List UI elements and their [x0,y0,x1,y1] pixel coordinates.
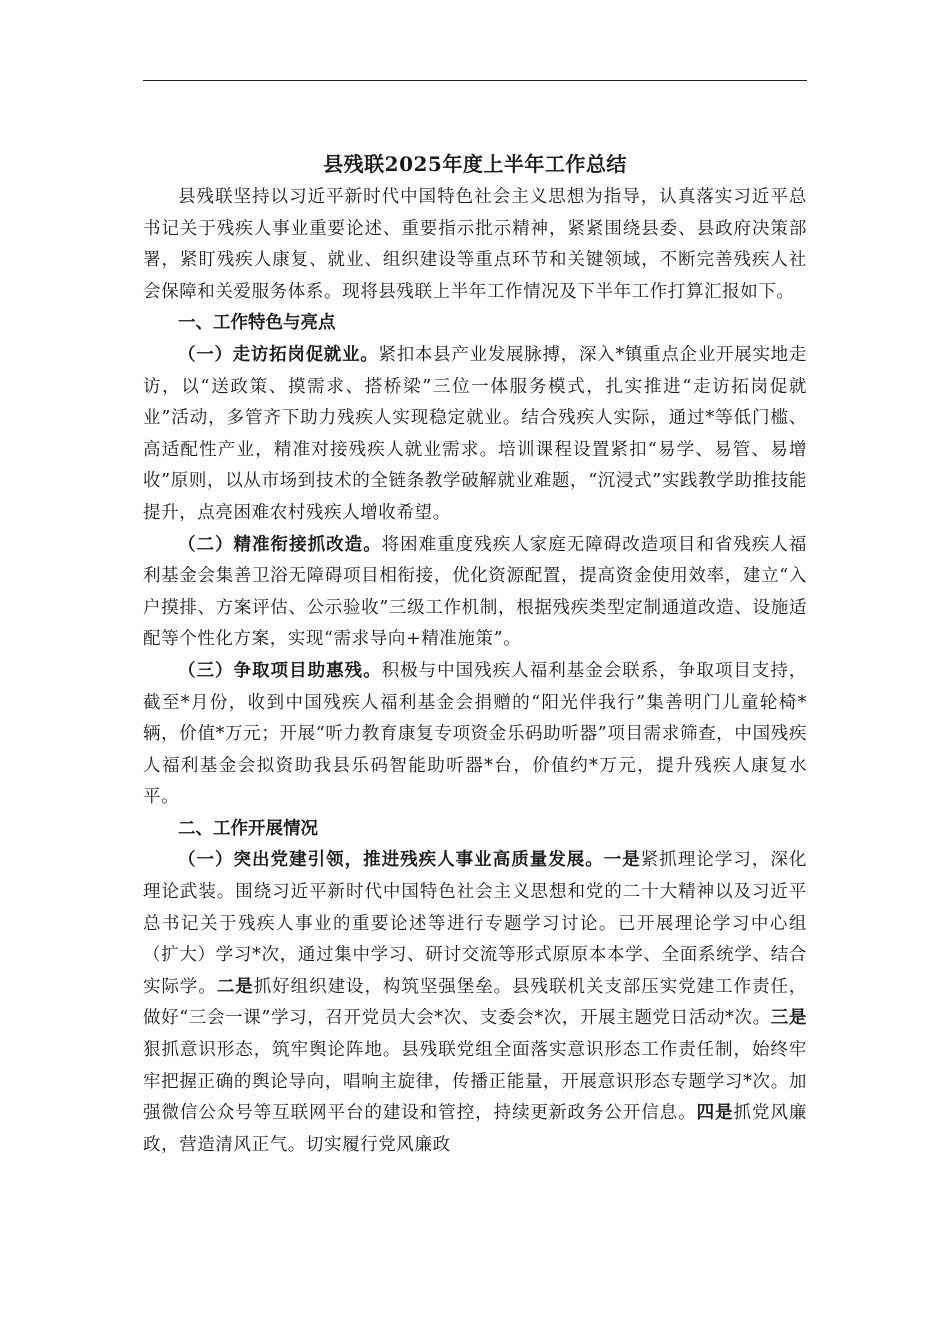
section-2-item-1 [143,845,807,1161]
item-lead: （二）精准衔接抓改造。 [178,534,382,555]
point-marker: 一是 [603,850,641,871]
point-text: 紧抓理论学习，深化理论武装。围绕习近平新时代中国特色社会主义思想和党的二十大精神以及习近平总书记关于残疾人事业的重要论述等进行专题学习讨论。已开展理论学习中心组（扩大）学习*次，通过集中学习、研讨交流等形式原原本本学、全面系统学、结合实际学。 [143,850,807,997]
item-lead: （一）突出党建引领，推进残疾人事业高质量发展。 [178,850,604,871]
item-text: 紧扣本县产业发展脉搏，深入*镇重点企业开展实地走访，以“送政策、摸需求、搭桥梁”三位一体服务模式，扎实推进“走访拓岗促就业”活动，多管齐下助力残疾人实现稳定就业。结合残疾人实际，通过*等低门槛、高适配性产业，精准对接残疾人就业需求。培训课程设置紧扣“易学、易管、易增收”原则，以从市场到技术的全链条教学破解就业难题，“沉浸式”实践教学助推技能提升，点亮困难农村残疾人增收希望。 [143,344,807,523]
section-1-item-3 [143,656,807,814]
intro-paragraph: 县残联坚持以习近平新时代中国特色社会主义思想为指导，认真落实习近平总书记关于残疾人事业重要论述、重要指示批示精神，紧紧围绕县委、县政府决策部署，紧盯残疾人康复、就业、组织建设等重点环节和关键领域，不断完善残疾人社会保障和关爱服务体系。现将县残联上半年工作情况及下半年工作打算汇报如下。 [143,187,807,302]
item-lead: （三）争取项目助惠残。 [178,660,382,681]
section-1-item-2 [143,530,807,656]
item-text: 将困难重度残疾人家庭无障碍改造项目和省残疾人福利基金会集善卫浴无障碍项目相衔接，优化资源配置，提高资金使用效率，建立“入户摸排、方案评估、公示验收”三级工作机制，根据残疾类型定制通道改造、设施适配等个性化方案，实现“需求导向+精准施策”。 [143,534,807,650]
item-lead: （一）走访拓岗促就业。 [178,344,379,365]
point-marker: 三是 [770,1008,808,1029]
document-body [143,148,807,1161]
point-marker: 四是 [696,1103,734,1124]
section-1-heading: 一、工作特色与亮点 [178,313,336,334]
point-text: 抓党风廉政，营造清风正气。切实履行党风廉政 [143,1103,808,1155]
point-text: 狠抓意识形态，筑牢舆论阵地。县残联党组全面落实意识形态工作责任制，始终牢牢把握正确的舆论导向，唱响主旋律，传播正能量，开展意识形态专题学习*次。加强微信公众号等互联网平台的建设和管控，持续更新政务公开信息。 [143,1040,807,1124]
header-rule [143,80,807,81]
section-2-heading: 二、工作开展情况 [178,818,318,839]
point-marker: 二是 [216,976,254,997]
item-text: 积极与中国残疾人福利基金会联系，争取项目支持，截至*月份，收到中国残疾人福利基金会捐赠的“阳光伴我行”集善明门儿童轮椅*辆，价值*万元；开展“听力教育康复专项资金乐码助听器”项目需求筛查，中国残疾人福利基金会拟资助我县乐码智能助听器*台，价值约*万元，提升残疾人康复水平。 [143,660,807,808]
document-title: 县残联2025年度上半年工作总结 [323,152,627,176]
section-1-item-1 [143,340,807,530]
point-text: 抓好组织建设，构筑坚强堡垒。县残联机关支部压实党建工作责任，做好“三会一课”学习，召开党员大会*次、支委会*次，开展主题党日活动*次。 [143,976,808,1029]
